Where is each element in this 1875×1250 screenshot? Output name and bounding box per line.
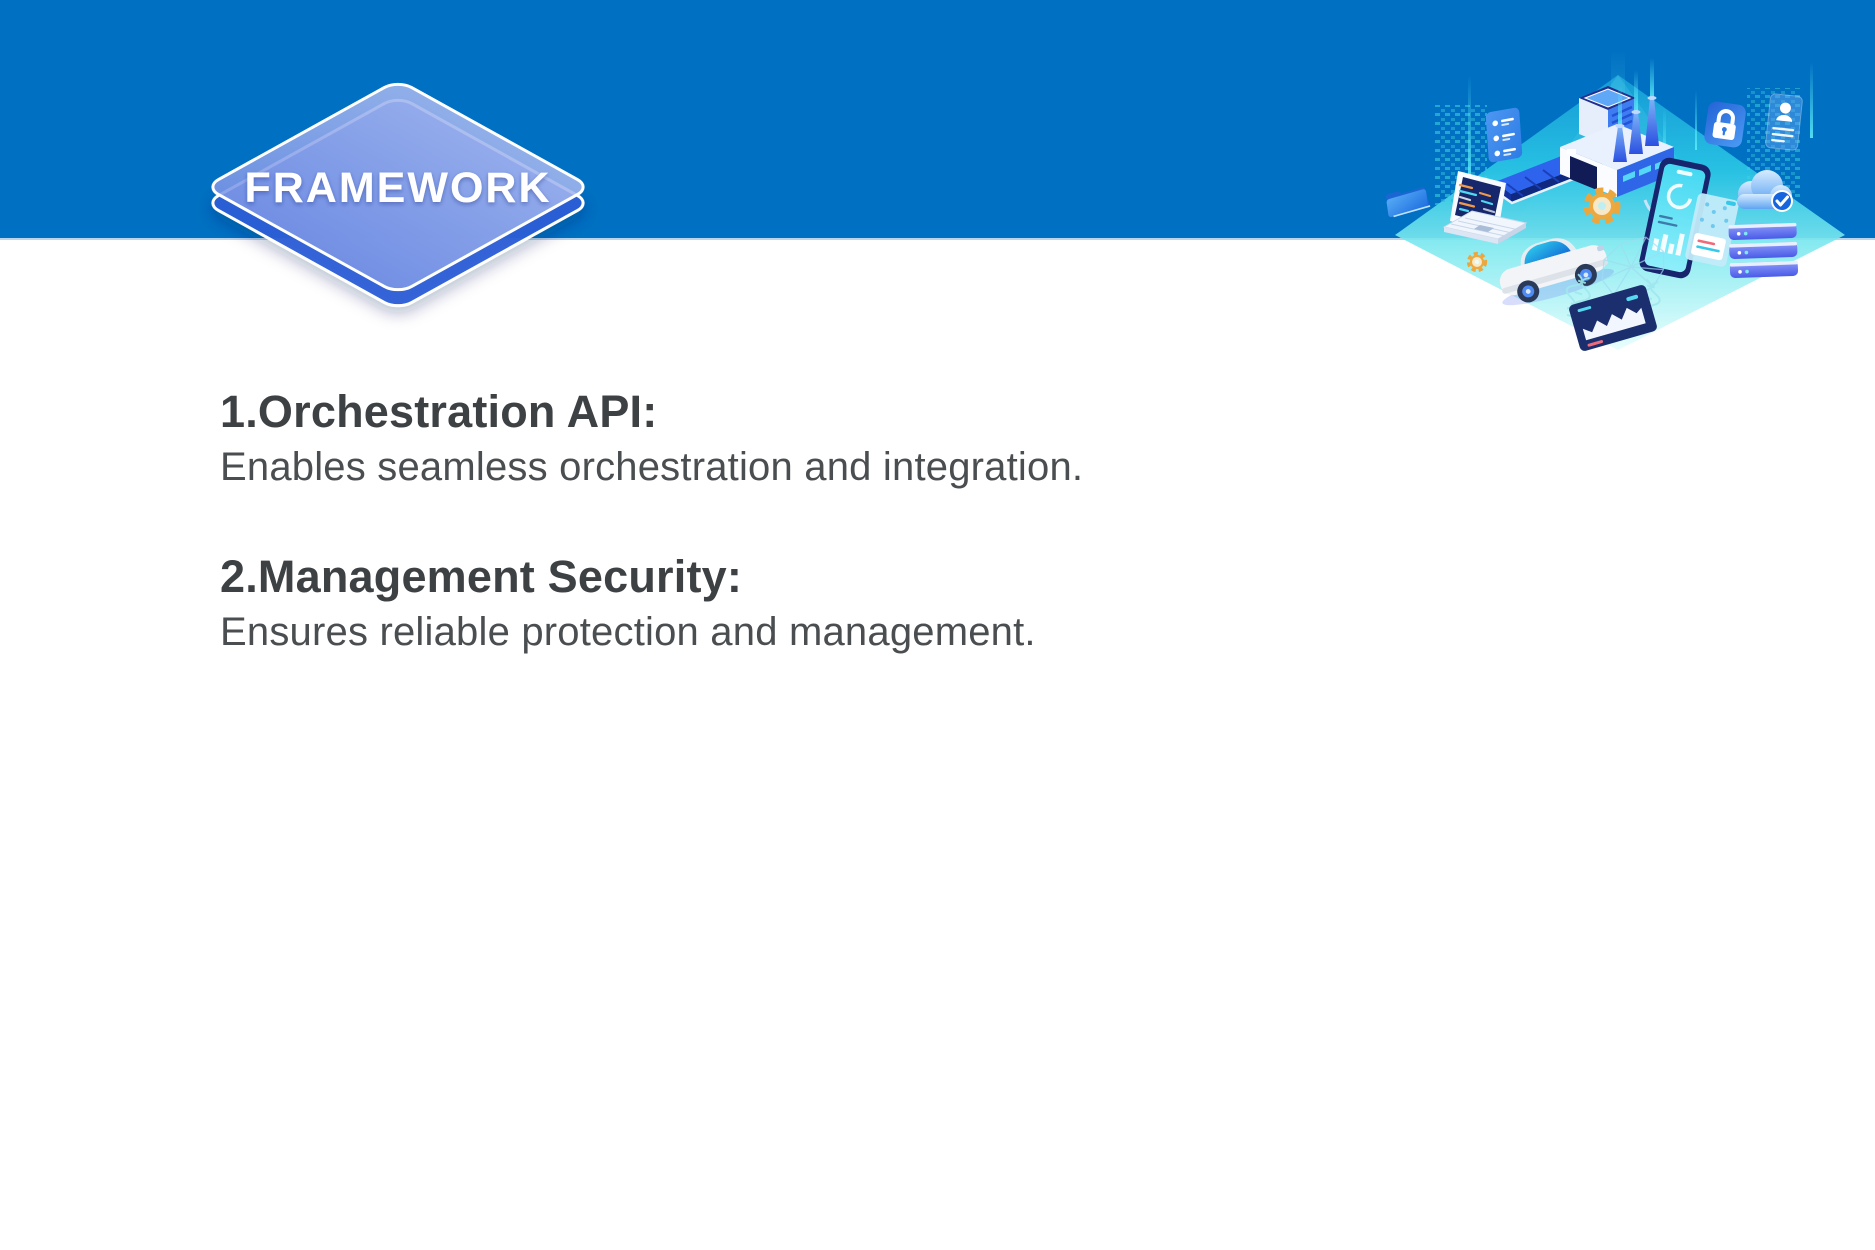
list-item-1	[220, 383, 1480, 494]
item-1-heading: 1.Orchestration API:	[220, 386, 658, 437]
item-1-body: Enables seamless orchestration and integration.	[220, 445, 1084, 489]
padlock-icon	[1703, 101, 1747, 149]
list-item-2	[220, 548, 1480, 659]
light-beam	[1810, 62, 1813, 138]
server-stack-icon	[1728, 223, 1798, 278]
framework-badge	[160, 52, 640, 332]
tech-illustration	[1355, 50, 1855, 362]
id-card-icon	[1765, 93, 1802, 150]
light-beam	[1695, 90, 1697, 150]
checklist-icon	[1486, 107, 1523, 163]
item-2-heading: 2.Management Security:	[220, 551, 743, 602]
content-section	[220, 383, 1480, 659]
folder-icon	[1382, 184, 1430, 218]
badge-label: FRAMEWORK	[244, 164, 552, 212]
item-2-body: Ensures reliable protection and management.	[220, 610, 1036, 654]
light-beam	[1468, 75, 1471, 180]
